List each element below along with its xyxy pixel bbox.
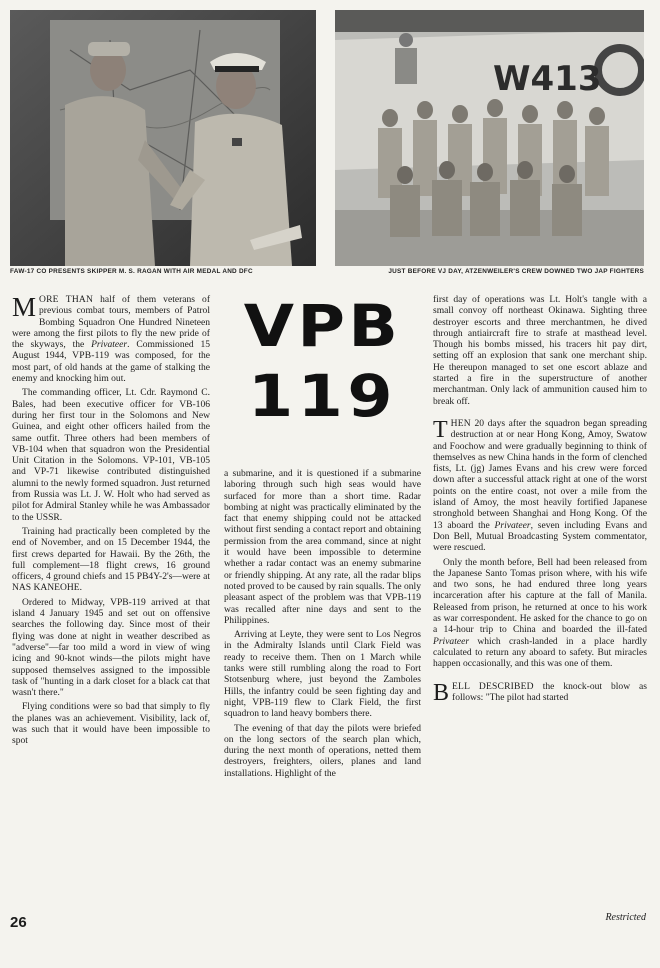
- paragraph: The evening of that day the pilots were briefed on the long sectors of the search plan which, during the next month of operations, netted them destroyers, freighters, oilers, planes and land installations. Highlight of the: [224, 722, 421, 779]
- article-column-2: [224, 468, 421, 782]
- caption-left: FAW-17 CO PRESENTS SKIPPER M. S. RAGAN WITH AIR MEDAL AND DFC: [10, 268, 253, 275]
- drop-cap: T: [433, 416, 448, 443]
- crew-photo-image: [335, 10, 644, 266]
- paragraph: Only the month before, Bell had been released from the Japanese Santo Tomas prison where, with his wife and two sons, he had endured three long years incarceration after his capture at the fall of Manila. Released from prison, he returned at once to his work as war correspondent. He asked for the chance to go on a 14-hour trip to China and boarded the ill-fated Privateer which crash-landed in a place hardly calculated to return any aboard to safety. But miracles happen occasionally, and this was one of them.: [433, 556, 647, 670]
- article-title: [224, 294, 421, 434]
- classification-label: Restricted: [605, 912, 646, 923]
- drop-cap: B: [433, 679, 450, 706]
- article-column-3: [433, 294, 647, 706]
- tail-marking: W413: [493, 59, 602, 99]
- medal-presentation-image: [10, 10, 316, 266]
- paragraph: first day of operations was Lt. Holt's tangle with a small convoy off northeast Okinawa. Sighting three destroyer escorts and three merchantmen, he dived through antiaircraft fire to strafe at masthead level. Though his bombs missed, his tracers hit pay dirt, setting off an explosion that sank one merchant ship. He thereupon managed to set one escort ablaze and started a fire in the superstructure of another merchantman. Only lack of ammunition caused him to break off.: [433, 294, 647, 407]
- page-number: 26: [10, 914, 27, 931]
- paragraph: The commanding officer, Lt. Cdr. Raymond C. Bales, had been executive officer for VB-106 during her first tour in the Solomons and New Guinea, and eight other officers hailed from the same outfit. Three others had been members of VB-104 when that squadron won the Presidential Unit Citation in the Solomons. VP-101, VB-105 and VP-71 likewise contributed distinguished alumni to the newly formed squadron. Just returned from Russia was Lt. J. W. Holt who had served as pilot for Admiral Stanley while he was Ambassador to the USSR.: [12, 387, 210, 523]
- title-line-2: 119: [247, 362, 398, 430]
- drop-cap: M: [12, 292, 37, 322]
- photo-crew-before-plane: [335, 10, 644, 266]
- photo-medal-presentation: [10, 10, 316, 266]
- paragraph: Training had practically been completed by the end of November, and on 15 December 1944, the first crews departed for Hawaii. By the 26th, the full complement—18 flight crews, 16 ground officers, 4 ground chiefs and 15 PB4Y-2's—were at NAS KANEOHE.: [12, 525, 210, 594]
- article-column-1: [12, 294, 210, 750]
- caption-right: JUST BEFORE VJ DAY, ATZENWEILER'S CREW DOWNED TWO JAP FIGHTERS: [388, 268, 644, 275]
- paragraph: Flying conditions were so bad that simply to fly the planes was an achievement. Visibility, lack of, was such that it would have been impossible to spot: [12, 701, 210, 747]
- paragraph: Arriving at Leyte, they were sent to Los Negros in the Admiralty Islands until Clark Field was ready to receive them. Then on 1 March while tanks were still rumbling along the road to Fort Stotsenburg where, just beyond the Zamboles Hills, the infantry could be seen fighting day and night, VPB-119 flew to Clark Field, the first squadron to land heavy bombers there.: [224, 629, 421, 720]
- paragraph: Ordered to Midway, VPB-119 arrived at that island 4 January 1945 and set out on offensive searches the following day. Since most of their flying was done at night in weather described as "adverse"—far too mild a word in view of wing icing and 90-knot winds—the pilots might have supposed themselves assigned to the impossible task of "hunting in a dark closet for a black cat that wasn't there.": [12, 596, 210, 699]
- paragraph: a submarine, and it is questioned if a submarine laboring through such high seas would have surfaced for more than a short time. Radar bombing at night was practically eliminated by the fact that enemy shipping could not be attacked without first sending a contact report and obtaining permission from the area command, since at night it would have been impossible to determine whether a radar contact was an enemy submarine or friendly shipping. At any rate, all the radar blips noted proved to be caused by rain squalls. The only pleasant aspect of the problem was that VPB-119 was recalled after nine days and sent to the Philippines.: [224, 468, 421, 626]
- paragraph: BELL DESCRIBED the knock-out blow as follows: "The pilot had started: [433, 679, 648, 706]
- title-line-1: VPB: [243, 292, 402, 360]
- paragraph: THEN 20 days after the squadron began spreading destruction at or near Hong Kong, Amoy, Swatow and Foochow and were gradually beginning to think of themselves as new China hands in the form of clenched fists, Lt. (jg) James Evans and his crew were forced down after a successful attack right at one of the worst points on the entire coast, not over a mile from the island of Amoy, the most heavily fortified Japanese stronghold between Shanghai and Hong Kong. Of the 13 aboard the Privateer, seven including Evans and Don Bell, Mutual Broadcasting System commentator, were rescued.: [433, 416, 647, 554]
- paragraph: MORE THAN half of them veterans of previous combat tours, members of Patrol Bombing Squadron One Hundred Nineteen were among the first pilots to fly the new pride of the skyways, the Privateer. Commissioned 15 August 1944, VPB-119 was composed, for the most part, of old hands at the game of stalking the enemy and knocking him out.: [12, 292, 210, 385]
